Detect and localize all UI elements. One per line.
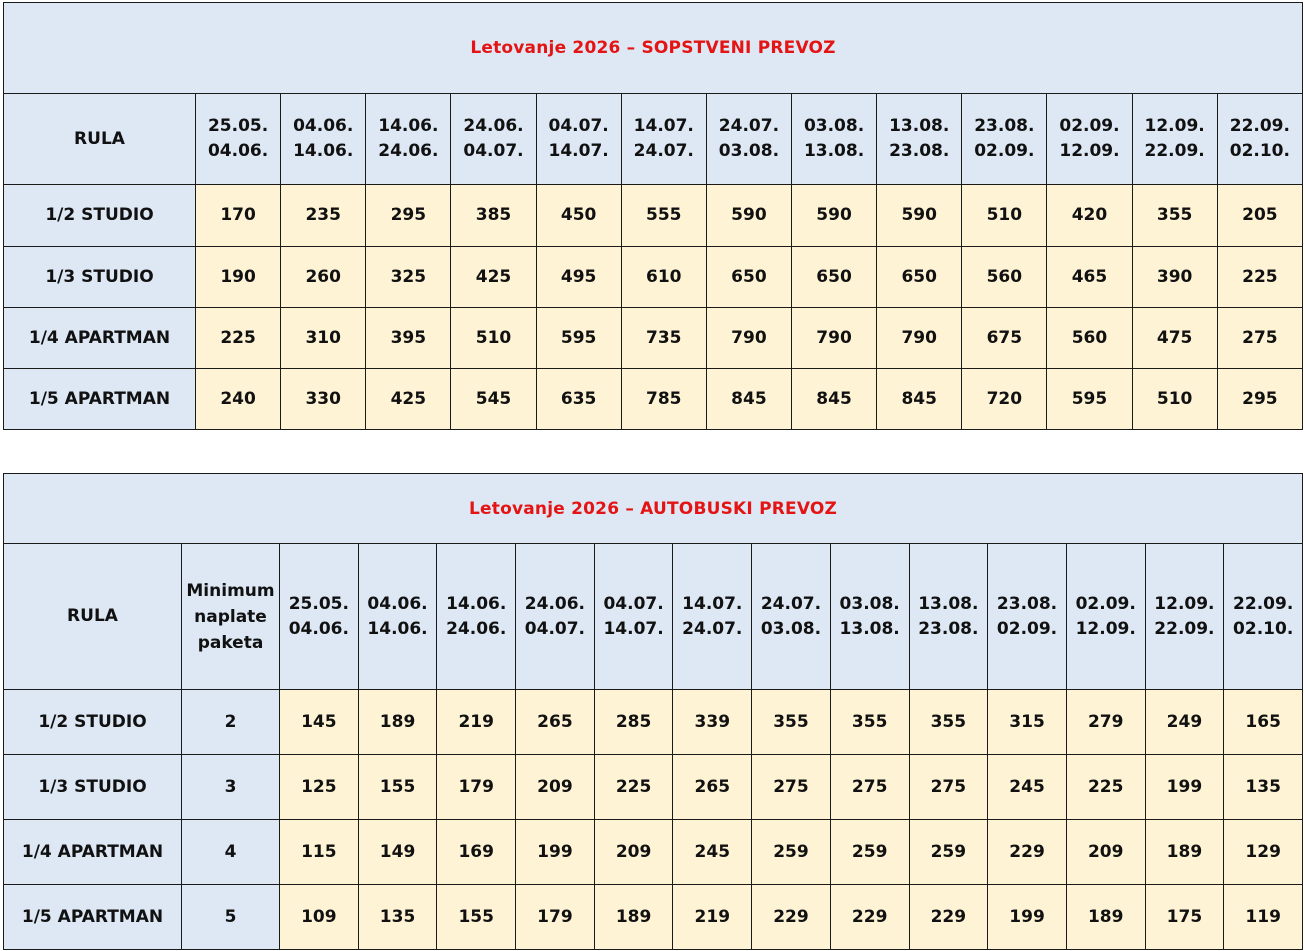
price-cell: 355 — [830, 690, 909, 755]
price-cell: 275 — [909, 755, 988, 820]
date-range-header — [621, 94, 706, 185]
table-row — [4, 820, 1303, 885]
date-range-header — [516, 544, 595, 690]
price-cell: 229 — [752, 885, 831, 950]
date-end: 24.07. — [633, 141, 694, 162]
room-type-label: 1/3 STUDIO — [4, 246, 196, 307]
date-start: 14.07. — [633, 116, 694, 137]
price-cell: 275 — [752, 755, 831, 820]
date-start: 04.06. — [367, 593, 428, 614]
date-end: 22.09. — [1154, 618, 1215, 639]
price-cell: 199 — [516, 820, 595, 885]
price-cell: 179 — [516, 885, 595, 950]
date-range-header — [830, 544, 909, 690]
price-cell: 560 — [962, 246, 1047, 307]
price-cell: 555 — [621, 185, 706, 246]
price-cell: 845 — [706, 368, 791, 429]
date-end: 23.08. — [889, 141, 950, 162]
date-range-header — [988, 544, 1067, 690]
date-start: 25.05. — [207, 116, 269, 137]
date-end: 24.06. — [378, 141, 439, 162]
price-cell: 425 — [366, 368, 451, 429]
date-range-header — [437, 544, 516, 690]
date-range-header — [281, 94, 366, 185]
room-type-label: 1/4 APARTMAN — [4, 820, 182, 885]
price-cell: 209 — [1066, 820, 1145, 885]
minimum-payment-header — [182, 544, 280, 690]
date-start: 25.05. — [288, 593, 349, 614]
date-range-header — [196, 94, 281, 185]
date-start: 04.07. — [548, 116, 609, 137]
price-cell: 790 — [791, 307, 876, 368]
price-cell: 675 — [962, 307, 1047, 368]
price-cell: 135 — [1224, 755, 1303, 820]
date-range-header — [909, 544, 988, 690]
price-cell: 325 — [366, 246, 451, 307]
price-cell: 355 — [909, 690, 988, 755]
room-type-label: 1/2 STUDIO — [4, 185, 196, 246]
table-title: Letovanje 2026 – SOPSTVENI PREVOZ — [4, 3, 1303, 94]
price-cell: 135 — [358, 885, 437, 950]
price-cell: 385 — [451, 185, 536, 246]
price-cell: 590 — [791, 185, 876, 246]
price-cell: 189 — [1145, 820, 1224, 885]
date-range-header — [536, 94, 621, 185]
table-row — [4, 690, 1303, 755]
price-cell: 225 — [1217, 246, 1302, 307]
date-start: 14.06. — [378, 116, 439, 137]
price-cell: 219 — [437, 690, 516, 755]
price-cell: 590 — [706, 185, 791, 246]
price-cell: 189 — [358, 690, 437, 755]
date-start: 24.06. — [463, 116, 524, 137]
price-cell: 190 — [196, 246, 281, 307]
table-row — [4, 755, 1303, 820]
date-end: 12.09. — [1075, 618, 1136, 639]
price-cell: 189 — [594, 885, 673, 950]
date-range-header — [706, 94, 791, 185]
date-start: 03.08. — [803, 116, 865, 137]
date-range-header — [1066, 544, 1145, 690]
date-end: 02.10. — [1233, 618, 1294, 639]
table-row — [4, 368, 1303, 429]
date-start: 14.06. — [446, 593, 507, 614]
date-range-header — [1047, 94, 1132, 185]
date-end: 14.07. — [603, 618, 664, 639]
price-cell: 225 — [594, 755, 673, 820]
price-cell: 330 — [281, 368, 366, 429]
date-end: 24.06. — [446, 618, 507, 639]
row-header-label: RULA — [4, 544, 182, 690]
minimum-packages: 4 — [182, 820, 280, 885]
date-start: 13.08. — [889, 116, 950, 137]
date-end: 02.09. — [974, 141, 1035, 162]
price-cell: 240 — [196, 368, 281, 429]
min-header-line: naplate — [194, 606, 267, 627]
date-start: 04.07. — [603, 593, 664, 614]
price-cell: 510 — [962, 185, 1047, 246]
price-cell: 245 — [988, 755, 1067, 820]
date-start: 03.08. — [839, 593, 900, 614]
date-end: 14.07. — [548, 141, 609, 162]
date-start: 22.09. — [1233, 593, 1294, 614]
room-type-label: 1/5 APARTMAN — [4, 885, 182, 950]
price-cell: 229 — [909, 885, 988, 950]
price-cell: 450 — [536, 185, 621, 246]
price-cell: 149 — [358, 820, 437, 885]
date-end: 13.08. — [803, 141, 865, 162]
date-start: 02.09. — [1059, 116, 1120, 137]
date-end: 12.09. — [1059, 141, 1120, 162]
price-cell: 295 — [1217, 368, 1302, 429]
price-cell: 119 — [1224, 885, 1303, 950]
date-range-header — [358, 544, 437, 690]
date-range-header — [1217, 94, 1302, 185]
date-start: 24.07. — [760, 593, 822, 614]
price-cell: 295 — [366, 185, 451, 246]
price-cell: 169 — [437, 820, 516, 885]
price-cell: 275 — [1217, 307, 1302, 368]
price-cell: 595 — [1047, 368, 1132, 429]
price-cell: 175 — [1145, 885, 1224, 950]
price-cell: 279 — [1066, 690, 1145, 755]
date-start: 12.09. — [1154, 593, 1215, 614]
price-cell: 315 — [988, 690, 1067, 755]
price-cell: 245 — [673, 820, 752, 885]
price-cell: 170 — [196, 185, 281, 246]
price-cell: 390 — [1132, 246, 1217, 307]
row-header-label: RULA — [4, 94, 196, 185]
price-cell: 265 — [516, 690, 595, 755]
price-cell: 650 — [877, 246, 962, 307]
date-range-header — [752, 544, 831, 690]
date-start: 13.08. — [918, 593, 979, 614]
date-end: 04.07. — [524, 618, 586, 639]
date-range-header — [451, 94, 536, 185]
price-cell: 179 — [437, 755, 516, 820]
date-range-header — [673, 544, 752, 690]
price-cell: 650 — [706, 246, 791, 307]
price-cell: 355 — [752, 690, 831, 755]
price-cell: 510 — [451, 307, 536, 368]
price-cell: 129 — [1224, 820, 1303, 885]
price-cell: 259 — [830, 820, 909, 885]
date-start: 14.07. — [682, 593, 743, 614]
price-cell: 285 — [594, 690, 673, 755]
price-cell: 125 — [280, 755, 359, 820]
date-range-header — [280, 544, 359, 690]
date-start: 22.09. — [1229, 116, 1290, 137]
price-table-own-transport — [3, 2, 1303, 430]
price-cell: 790 — [877, 307, 962, 368]
date-end: 22.09. — [1144, 141, 1205, 162]
date-end: 02.10. — [1229, 141, 1290, 162]
price-cell: 225 — [1066, 755, 1145, 820]
date-end: 04.07. — [463, 141, 524, 162]
date-range-header — [877, 94, 962, 185]
price-cell: 225 — [196, 307, 281, 368]
min-header-line: Minimum — [186, 580, 275, 601]
date-range-header — [791, 94, 876, 185]
price-cell: 199 — [1145, 755, 1224, 820]
price-cell: 355 — [1132, 185, 1217, 246]
room-type-label: 1/2 STUDIO — [4, 690, 182, 755]
price-cell: 205 — [1217, 185, 1302, 246]
price-cell: 259 — [752, 820, 831, 885]
price-cell: 545 — [451, 368, 536, 429]
price-cell: 235 — [281, 185, 366, 246]
minimum-packages: 3 — [182, 755, 280, 820]
price-cell: 475 — [1132, 307, 1217, 368]
price-cell: 785 — [621, 368, 706, 429]
price-cell: 209 — [516, 755, 595, 820]
date-start: 24.07. — [718, 116, 780, 137]
price-cell: 155 — [437, 885, 516, 950]
room-type-label: 1/4 APARTMAN — [4, 307, 196, 368]
price-cell: 495 — [536, 246, 621, 307]
date-end: 14.06. — [367, 618, 428, 639]
price-cell: 155 — [358, 755, 437, 820]
date-end: 04.06. — [207, 141, 269, 162]
date-start: 04.06. — [293, 116, 354, 137]
date-range-header — [366, 94, 451, 185]
date-end: 13.08. — [839, 618, 900, 639]
date-start: 23.08. — [996, 593, 1058, 614]
price-cell: 249 — [1145, 690, 1224, 755]
price-cell: 650 — [791, 246, 876, 307]
price-cell: 189 — [1066, 885, 1145, 950]
price-cell: 735 — [621, 307, 706, 368]
date-end: 02.09. — [996, 618, 1058, 639]
min-header-line: paketa — [197, 632, 264, 653]
date-start: 23.08. — [974, 116, 1035, 137]
date-range-header — [1145, 544, 1224, 690]
price-cell: 590 — [877, 185, 962, 246]
price-cell: 610 — [621, 246, 706, 307]
price-cell: 790 — [706, 307, 791, 368]
price-cell: 845 — [791, 368, 876, 429]
date-range-header — [1132, 94, 1217, 185]
price-cell: 420 — [1047, 185, 1132, 246]
date-range-header — [1224, 544, 1303, 690]
table-row — [4, 307, 1303, 368]
room-type-label: 1/3 STUDIO — [4, 755, 182, 820]
price-cell: 635 — [536, 368, 621, 429]
price-cell: 339 — [673, 690, 752, 755]
price-cell: 510 — [1132, 368, 1217, 429]
date-start: 24.06. — [524, 593, 586, 614]
price-cell: 265 — [673, 755, 752, 820]
price-cell: 229 — [988, 820, 1067, 885]
date-end: 04.06. — [288, 618, 349, 639]
date-end: 24.07. — [682, 618, 743, 639]
price-cell: 199 — [988, 885, 1067, 950]
price-cell: 845 — [877, 368, 962, 429]
price-cell: 595 — [536, 307, 621, 368]
date-end: 23.08. — [918, 618, 979, 639]
date-end: 14.06. — [293, 141, 354, 162]
minimum-packages: 5 — [182, 885, 280, 950]
price-cell: 395 — [366, 307, 451, 368]
date-start: 12.09. — [1144, 116, 1205, 137]
price-cell: 209 — [594, 820, 673, 885]
price-cell: 720 — [962, 368, 1047, 429]
date-end: 03.08. — [718, 141, 780, 162]
price-cell: 465 — [1047, 246, 1132, 307]
minimum-packages: 2 — [182, 690, 280, 755]
price-cell: 229 — [830, 885, 909, 950]
price-cell: 165 — [1224, 690, 1303, 755]
price-cell: 560 — [1047, 307, 1132, 368]
room-type-label: 1/5 APARTMAN — [4, 368, 196, 429]
price-cell: 275 — [830, 755, 909, 820]
date-end: 03.08. — [760, 618, 822, 639]
date-range-header — [962, 94, 1047, 185]
table-row — [4, 185, 1303, 246]
price-cell: 109 — [280, 885, 359, 950]
price-table-bus-transport — [3, 473, 1303, 950]
price-cell: 310 — [281, 307, 366, 368]
price-cell: 145 — [280, 690, 359, 755]
table-row — [4, 246, 1303, 307]
price-cell: 259 — [909, 820, 988, 885]
price-cell: 115 — [280, 820, 359, 885]
table-title: Letovanje 2026 – AUTOBUSKI PREVOZ — [4, 474, 1303, 544]
price-cell: 260 — [281, 246, 366, 307]
price-cell: 219 — [673, 885, 752, 950]
table-row — [4, 885, 1303, 950]
price-cell: 425 — [451, 246, 536, 307]
date-range-header — [594, 544, 673, 690]
date-start: 02.09. — [1075, 593, 1136, 614]
